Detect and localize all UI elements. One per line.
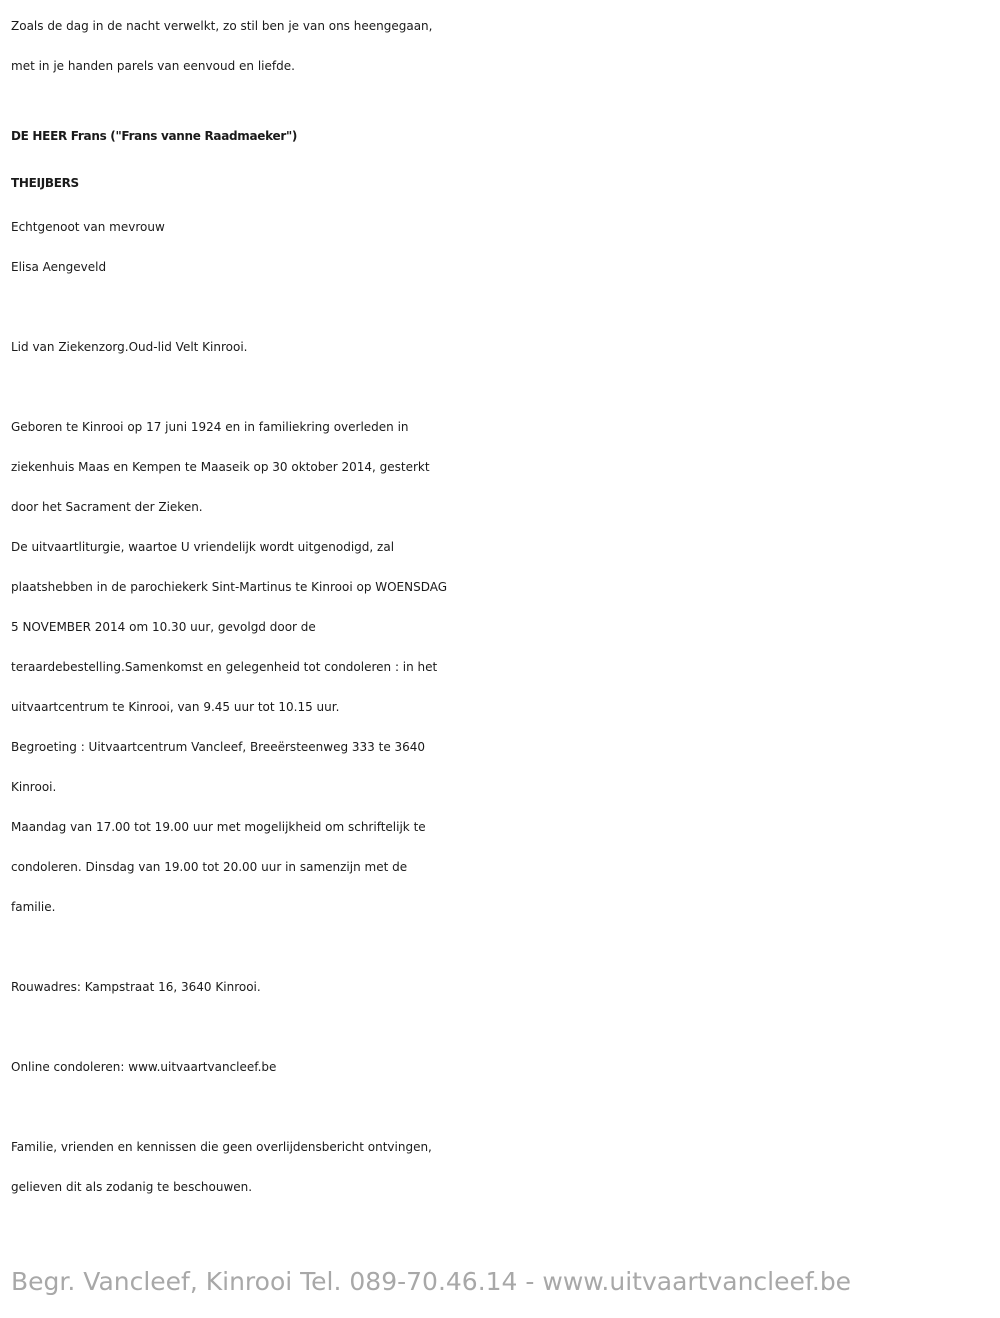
deceased-surname: THEIJBERS bbox=[11, 176, 79, 190]
notice-line: Familie, vrienden en kennissen die geen overlijdensbericht ontvingen, bbox=[11, 1140, 432, 1154]
spacer bbox=[11, 1007, 991, 1047]
spacer bbox=[11, 287, 991, 327]
family-notice bbox=[11, 1127, 991, 1207]
spouse-info bbox=[11, 207, 991, 287]
funeral-details bbox=[11, 407, 991, 927]
online-condolences: Online condoleren: www.uitvaartvancleef.be bbox=[11, 1060, 277, 1074]
details-line: ziekenhuis Maas en Kempen te Maaseik op 30 oktober 2014, gesterkt bbox=[11, 460, 430, 474]
details-line: Maandag van 17.00 tot 19.00 uur met mogelijkheid om schriftelijk te bbox=[11, 820, 426, 834]
details-line: door het Sacrament der Zieken. bbox=[11, 500, 203, 514]
spouse-line: Echtgenoot van mevrouw bbox=[11, 220, 165, 234]
details-line: plaatshebben in de parochiekerk Sint-Martinus te Kinrooi op WOENSDAG bbox=[11, 580, 448, 594]
funeral-home-footer: Begr. Vancleef, Kinrooi Tel. 089-70.46.14 - www.uitvaartvancleef.be bbox=[11, 1267, 852, 1296]
poem bbox=[11, 6, 991, 86]
details-line: familie. bbox=[11, 900, 56, 914]
details-line: Begroeting : Uitvaartcentrum Vancleef, Breeërsteenweg 333 te 3640 bbox=[11, 740, 426, 754]
notice-line: gelieven dit als zodanig te beschouwen. bbox=[11, 1180, 253, 1194]
details-line: teraardebestelling.Samenkomst en gelegenheid tot condoleren : in het bbox=[11, 660, 438, 674]
spacer bbox=[11, 367, 991, 407]
obituary-notice bbox=[11, 0, 991, 1207]
details-line: De uitvaartliturgie, waartoe U vriendelijk wordt uitgenodigd, zal bbox=[11, 540, 395, 554]
details-line: condoleren. Dinsdag van 19.00 tot 20.00 uur in samenzijn met de bbox=[11, 860, 408, 874]
details-line: Kinrooi. bbox=[11, 780, 57, 794]
poem-line: met in je handen parels van eenvoud en liefde. bbox=[11, 59, 295, 73]
spouse-name: Elisa Aengeveld bbox=[11, 260, 107, 274]
mourning-address: Rouwadres: Kampstraat 16, 3640 Kinrooi. bbox=[11, 980, 261, 994]
spacer bbox=[11, 927, 991, 967]
membership: Lid van Ziekenzorg.Oud-lid Velt Kinrooi. bbox=[11, 340, 248, 354]
details-line: Geboren te Kinrooi op 17 juni 1924 en in familiekring overleden in bbox=[11, 420, 409, 434]
spacer bbox=[11, 1087, 991, 1127]
details-line: uitvaartcentrum te Kinrooi, van 9.45 uur tot 10.15 uur. bbox=[11, 700, 340, 714]
deceased-name-line: DE HEER Frans ("Frans vanne Raadmaeker") bbox=[11, 129, 298, 143]
details-line: 5 NOVEMBER 2014 om 10.30 uur, gevolgd door de bbox=[11, 620, 316, 634]
deceased-name bbox=[11, 113, 991, 207]
poem-line: Zoals de dag in de nacht verwelkt, zo stil ben je van ons heengegaan, bbox=[11, 19, 433, 33]
